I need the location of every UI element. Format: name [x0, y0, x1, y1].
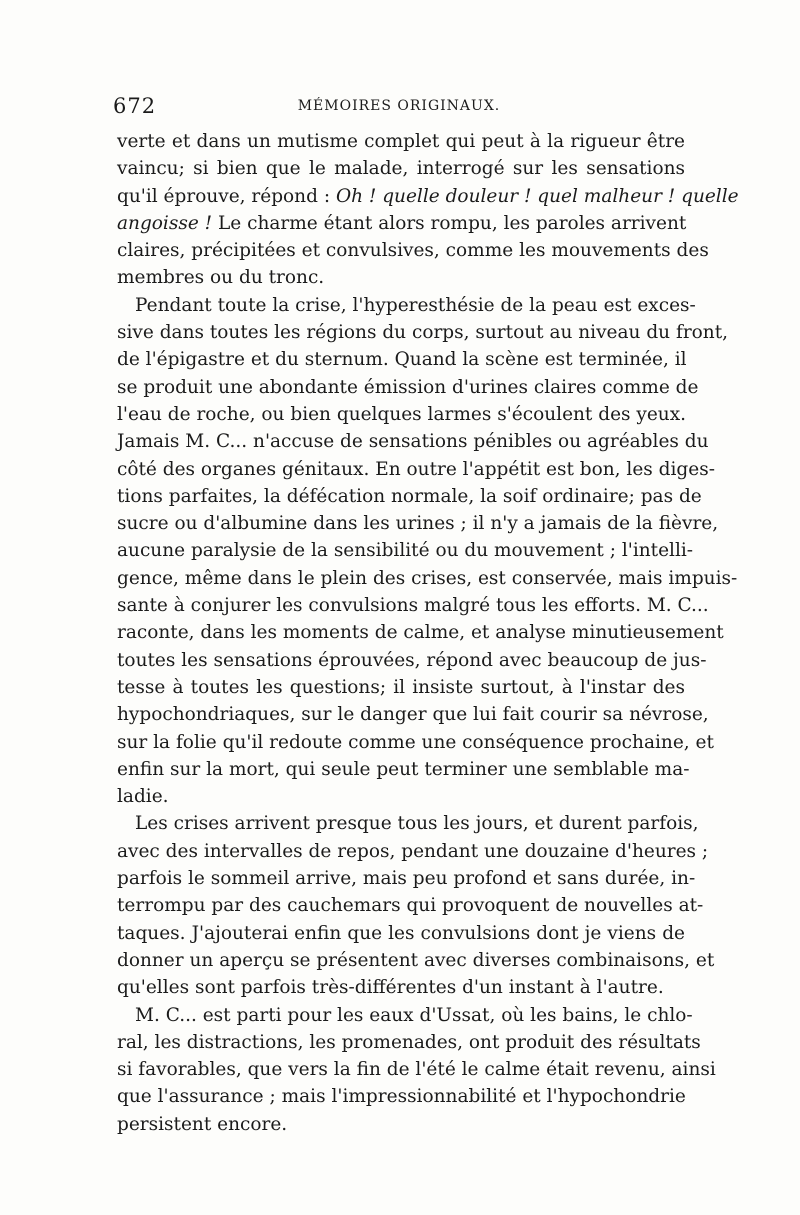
text-segment: ladie. [117, 786, 169, 808]
text-segment: raconte, dans les moments de calme, et analyse minutieusement [117, 622, 724, 644]
text-line [117, 619, 724, 646]
text-line [117, 1111, 685, 1138]
text-line [117, 237, 709, 264]
text-line [117, 510, 719, 537]
text-segment: de l'épigastre et du sternum. Quand la scène est terminée, il [117, 349, 687, 371]
text-line [117, 947, 715, 974]
text-line [117, 783, 685, 810]
text-segment: vaincu; si bien que le malade, interrogé sur les sensations [117, 158, 685, 180]
text-line [117, 565, 738, 592]
text-segment: tions parfaites, la défécation normale, la soif ordinaire; pas de [117, 485, 702, 507]
text-segment: parfois le sommeil arrive, mais peu profond et sans durée, in- [117, 868, 696, 890]
page-header [113, 94, 685, 120]
text-segment: verte et dans un mutisme complet qui peut à la rigueur être [117, 131, 685, 152]
italic-text: Oh ! quelle douleur ! quel malheur ! quelle [335, 185, 739, 207]
text-line [117, 374, 699, 401]
running-title: MÉMOIRES ORIGINAUX. [297, 98, 501, 114]
text-line [117, 456, 715, 483]
text-line [117, 483, 702, 510]
text-segment: avec des intervalles de repos, pendant une douzaine d'heures ; [117, 840, 709, 862]
text-line [117, 1029, 701, 1056]
text-line [117, 1002, 693, 1029]
text-line [117, 128, 685, 155]
text-line [117, 865, 696, 892]
text-line [117, 319, 729, 346]
text-segment: que l'assurance ; mais l'impressionnabilité et l'hypochondrie [117, 1086, 686, 1108]
text-line [117, 810, 699, 837]
text-segment: Le charme étant alors rompu, les paroles arrivent [212, 212, 687, 234]
text-line [117, 1083, 685, 1110]
page-number: 672 [113, 94, 157, 118]
text-segment: Jamais M. C... n'accuse de sensations pénibles ou agréables du [117, 431, 709, 453]
text-line [117, 155, 685, 182]
text-segment: M. C... est parti pour les eaux d'Ussat, où les bains, le chlo- [135, 1004, 693, 1026]
text-segment: persistent encore. [117, 1113, 288, 1135]
text-segment: qu'elles sont parfois très-différentes d'un instant à l'autre. [117, 977, 664, 999]
text-line [117, 892, 704, 919]
text-segment: ral, les distractions, les promenades, ont produit des résultats [117, 1031, 701, 1053]
text-line [117, 729, 714, 756]
text-segment: donner un aperçu se présentent avec diverses combinaisons, et [117, 949, 715, 971]
text-segment: membres ou du tronc. [117, 267, 325, 289]
text-segment: gence, même dans le plein des crises, est conservée, mais impuis- [117, 567, 738, 589]
text-line [117, 346, 685, 373]
text-line [117, 701, 709, 728]
text-line [117, 1056, 716, 1083]
text-line [117, 264, 685, 291]
text-segment: aucune paralysie de la sensibilité ou du mouvement ; l'intelli- [117, 540, 694, 562]
text-segment: sive dans toutes les régions du corps, surtout au niveau du front, [117, 322, 729, 344]
text-segment: claires, précipitées et convulsives, comme les mouvements des [117, 240, 709, 262]
text-line [117, 210, 685, 237]
text-segment: hypochondriaques, sur le danger que lui fait courir sa névrose, [117, 704, 709, 726]
body-text [117, 128, 739, 1138]
text-segment: enfin sur la mort, qui seule peut terminer une semblable ma- [117, 758, 690, 780]
text-segment: tesse à toutes les questions; il insiste surtout, à l'instar des [117, 676, 685, 698]
text-line [117, 838, 709, 865]
text-segment: Les crises arrivent presque tous les jours, et durent parfois, [135, 813, 699, 835]
text-line [117, 974, 685, 1001]
text-line [117, 756, 690, 783]
text-segment: côté des organes génitaux. En outre l'appétit est bon, les diges- [117, 458, 715, 480]
text-line [117, 920, 685, 947]
text-segment: l'eau de roche, ou bien quelques larmes s'écoulent des yeux. [117, 403, 687, 425]
text-segment: qu'il éprouve, répond : [117, 185, 336, 207]
text-segment: sur la folie qu'il redoute comme une conséquence prochaine, et [117, 731, 714, 753]
text-line [117, 292, 696, 319]
text-line [117, 428, 709, 455]
text-segment: sucre ou d'albumine dans les urines ; il n'y a jamais de la fièvre, [117, 513, 719, 535]
text-line [117, 401, 685, 428]
text-line [117, 592, 709, 619]
text-line [117, 674, 685, 701]
text-segment: toutes les sensations éprouvées, répond avec beaucoup de jus- [117, 649, 707, 671]
text-line [117, 647, 707, 674]
text-segment: sante à conjurer les convulsions malgré tous les efforts. M. C... [117, 595, 709, 617]
text-segment: terrompu par des cauchemars qui provoquent de nouvelles at- [117, 895, 704, 917]
text-line [117, 183, 739, 210]
text-segment: taques. J'ajouterai enfin que les convulsions dont je viens de [117, 922, 685, 944]
text-segment: Pendant toute la crise, l'hyperesthésie de la peau est exces- [135, 294, 696, 316]
text-segment: se produit une abondante émission d'urines claires comme de [117, 376, 699, 398]
italic-text: angoisse ! [117, 212, 213, 234]
text-segment: si favorables, que vers la fin de l'été le calme était revenu, ainsi [117, 1059, 716, 1081]
text-line [117, 537, 694, 564]
